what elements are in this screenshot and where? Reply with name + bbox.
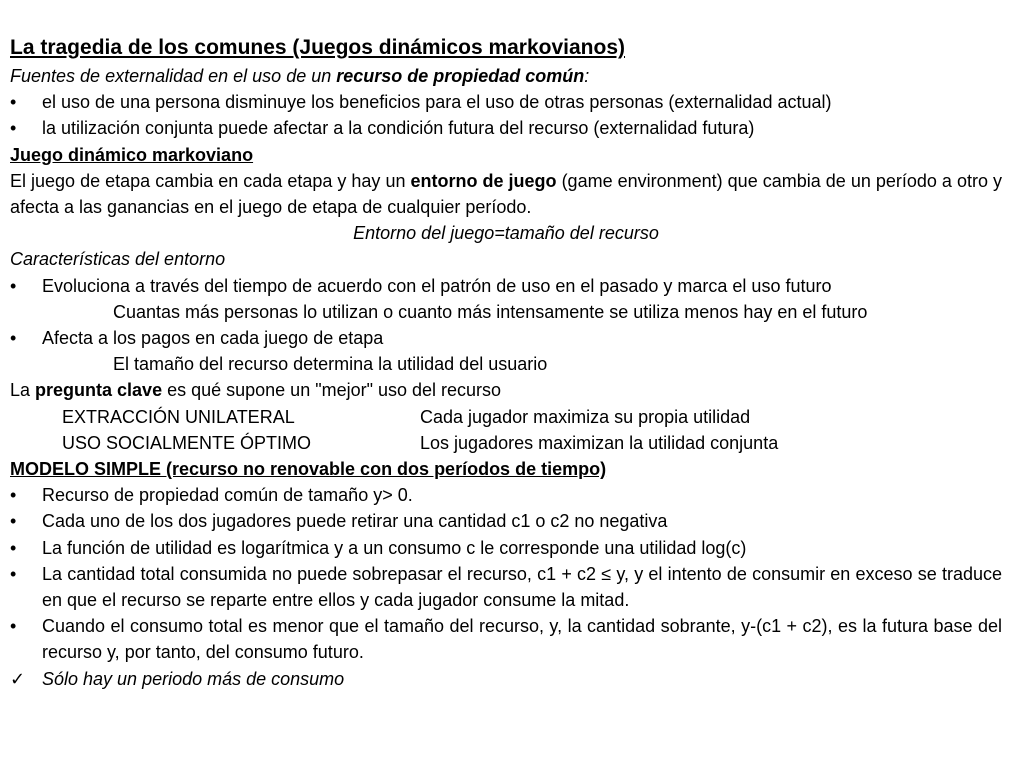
- fuentes-pre: Fuentes de externalidad en el uso de un: [10, 66, 337, 86]
- fuentes-line: [10, 63, 1002, 89]
- caracteristicas-heading: Características del entorno: [10, 249, 226, 270]
- markov-bold: entorno de juego: [410, 170, 557, 191]
- bullet-modelo-5: [10, 613, 1002, 665]
- fuentes-post: :: [584, 66, 590, 86]
- bullet-icon: •: [10, 118, 17, 139]
- bullet-icon: •: [10, 537, 17, 558]
- bullet-modelo-4: [10, 561, 1002, 613]
- bullet-text: Afecta a los pagos en cada juego de etapa: [42, 328, 384, 349]
- bullet-evoluciona: [10, 273, 1002, 299]
- markov-heading: Juego dinámico markoviano: [10, 144, 254, 165]
- markov-post: (game environment) que cambia de un período a otro y afecta a las ganancias en el juego de etapa de cualquier período.: [10, 170, 1002, 218]
- uso-row-unilateral: [10, 404, 1002, 430]
- bullet-afecta: [10, 325, 1002, 351]
- bullet-text: La función de utilidad es logarítmica y a un consumo c le corresponde una utilidad log(c): [42, 537, 747, 558]
- bullet-text: Cada uno de los dos jugadores puede retirar una cantidad c1 o c2 no negativa: [42, 511, 668, 532]
- bullet-icon: •: [10, 563, 17, 584]
- conclusion-line: [10, 666, 1002, 692]
- slide-title: La tragedia de los comunes (Juegos dinámicos markovianos): [10, 36, 626, 59]
- bullet-text: La cantidad total consumida no puede sobrepasar el recurso, c1 + c2 ≤ y, y el intento de consumir en exceso se traduce en que el recurso se reparte entre ellos y cada jugador consume la mitad.: [42, 563, 1002, 611]
- bullet-modelo-3: [10, 535, 1002, 561]
- uso-name: USO SOCIALMENTE ÓPTIMO: [62, 432, 312, 453]
- bullet-externalidad-futura: [10, 115, 1002, 141]
- sub-evoluciona: Cuantas más personas lo utilizan o cuanto más intensamente se utiliza menos hay en el futuro: [113, 301, 868, 322]
- slide-content: [10, 33, 1002, 692]
- bullet-externalidad-actual: [10, 89, 1002, 115]
- pregunta-post: es qué supone un "mejor" uso del recurso: [162, 380, 502, 401]
- bullet-text: Recurso de propiedad común de tamaño y> 0.: [42, 485, 413, 506]
- bullet-text: el uso de una persona disminuye los beneficios para el uso de otras personas (externalidad actual): [42, 92, 832, 113]
- bullet-icon: •: [10, 275, 17, 296]
- fuentes-bold: recurso de propiedad común: [336, 66, 585, 86]
- bullet-icon: •: [10, 616, 17, 637]
- bullet-text: Evoluciona a través del tiempo de acuerdo con el patrón de uso en el pasado y marca el uso futuro: [42, 275, 832, 296]
- checkmark-icon: ✓: [10, 668, 26, 689]
- bullet-text: Cuando el consumo total es menor que el tamaño del recurso, y, la cantidad sobrante, y-(c1 + c2), es la futura base del recurso y, por tanto, del consumo futuro.: [42, 616, 1002, 663]
- uso-desc: Los jugadores maximizan la utilidad conjunta: [420, 432, 779, 453]
- bullet-text: la utilización conjunta puede afectar a la condición futura del recurso (externalidad futura): [42, 118, 755, 139]
- markov-paragraph: [10, 168, 1002, 220]
- uso-row-social: [10, 430, 1002, 456]
- markov-pre: El juego de etapa cambia en cada etapa y hay un: [10, 170, 411, 191]
- bullet-icon: •: [10, 92, 17, 113]
- bullet-modelo-2: [10, 508, 1002, 534]
- conclusion-text: Sólo hay un periodo más de consumo: [42, 668, 345, 689]
- bullet-icon: •: [10, 485, 17, 506]
- uso-name: EXTRACCIÓN UNILATERAL: [62, 406, 295, 427]
- pregunta-line: [10, 377, 1002, 403]
- pregunta-bold: pregunta clave: [35, 380, 163, 401]
- bullet-modelo-1: [10, 482, 1002, 508]
- pregunta-pre: La: [10, 380, 36, 401]
- bullet-icon: •: [10, 511, 17, 532]
- uso-desc: Cada jugador maximiza su propia utilidad: [420, 406, 751, 427]
- bullet-icon: •: [10, 328, 17, 349]
- modelo-heading: MODELO SIMPLE (recurso no renovable con dos períodos de tiempo): [10, 459, 607, 480]
- sub-afecta: El tamaño del recurso determina la utilidad del usuario: [113, 354, 548, 375]
- entorno-equation: Entorno del juego=tamaño del recurso: [353, 223, 659, 244]
